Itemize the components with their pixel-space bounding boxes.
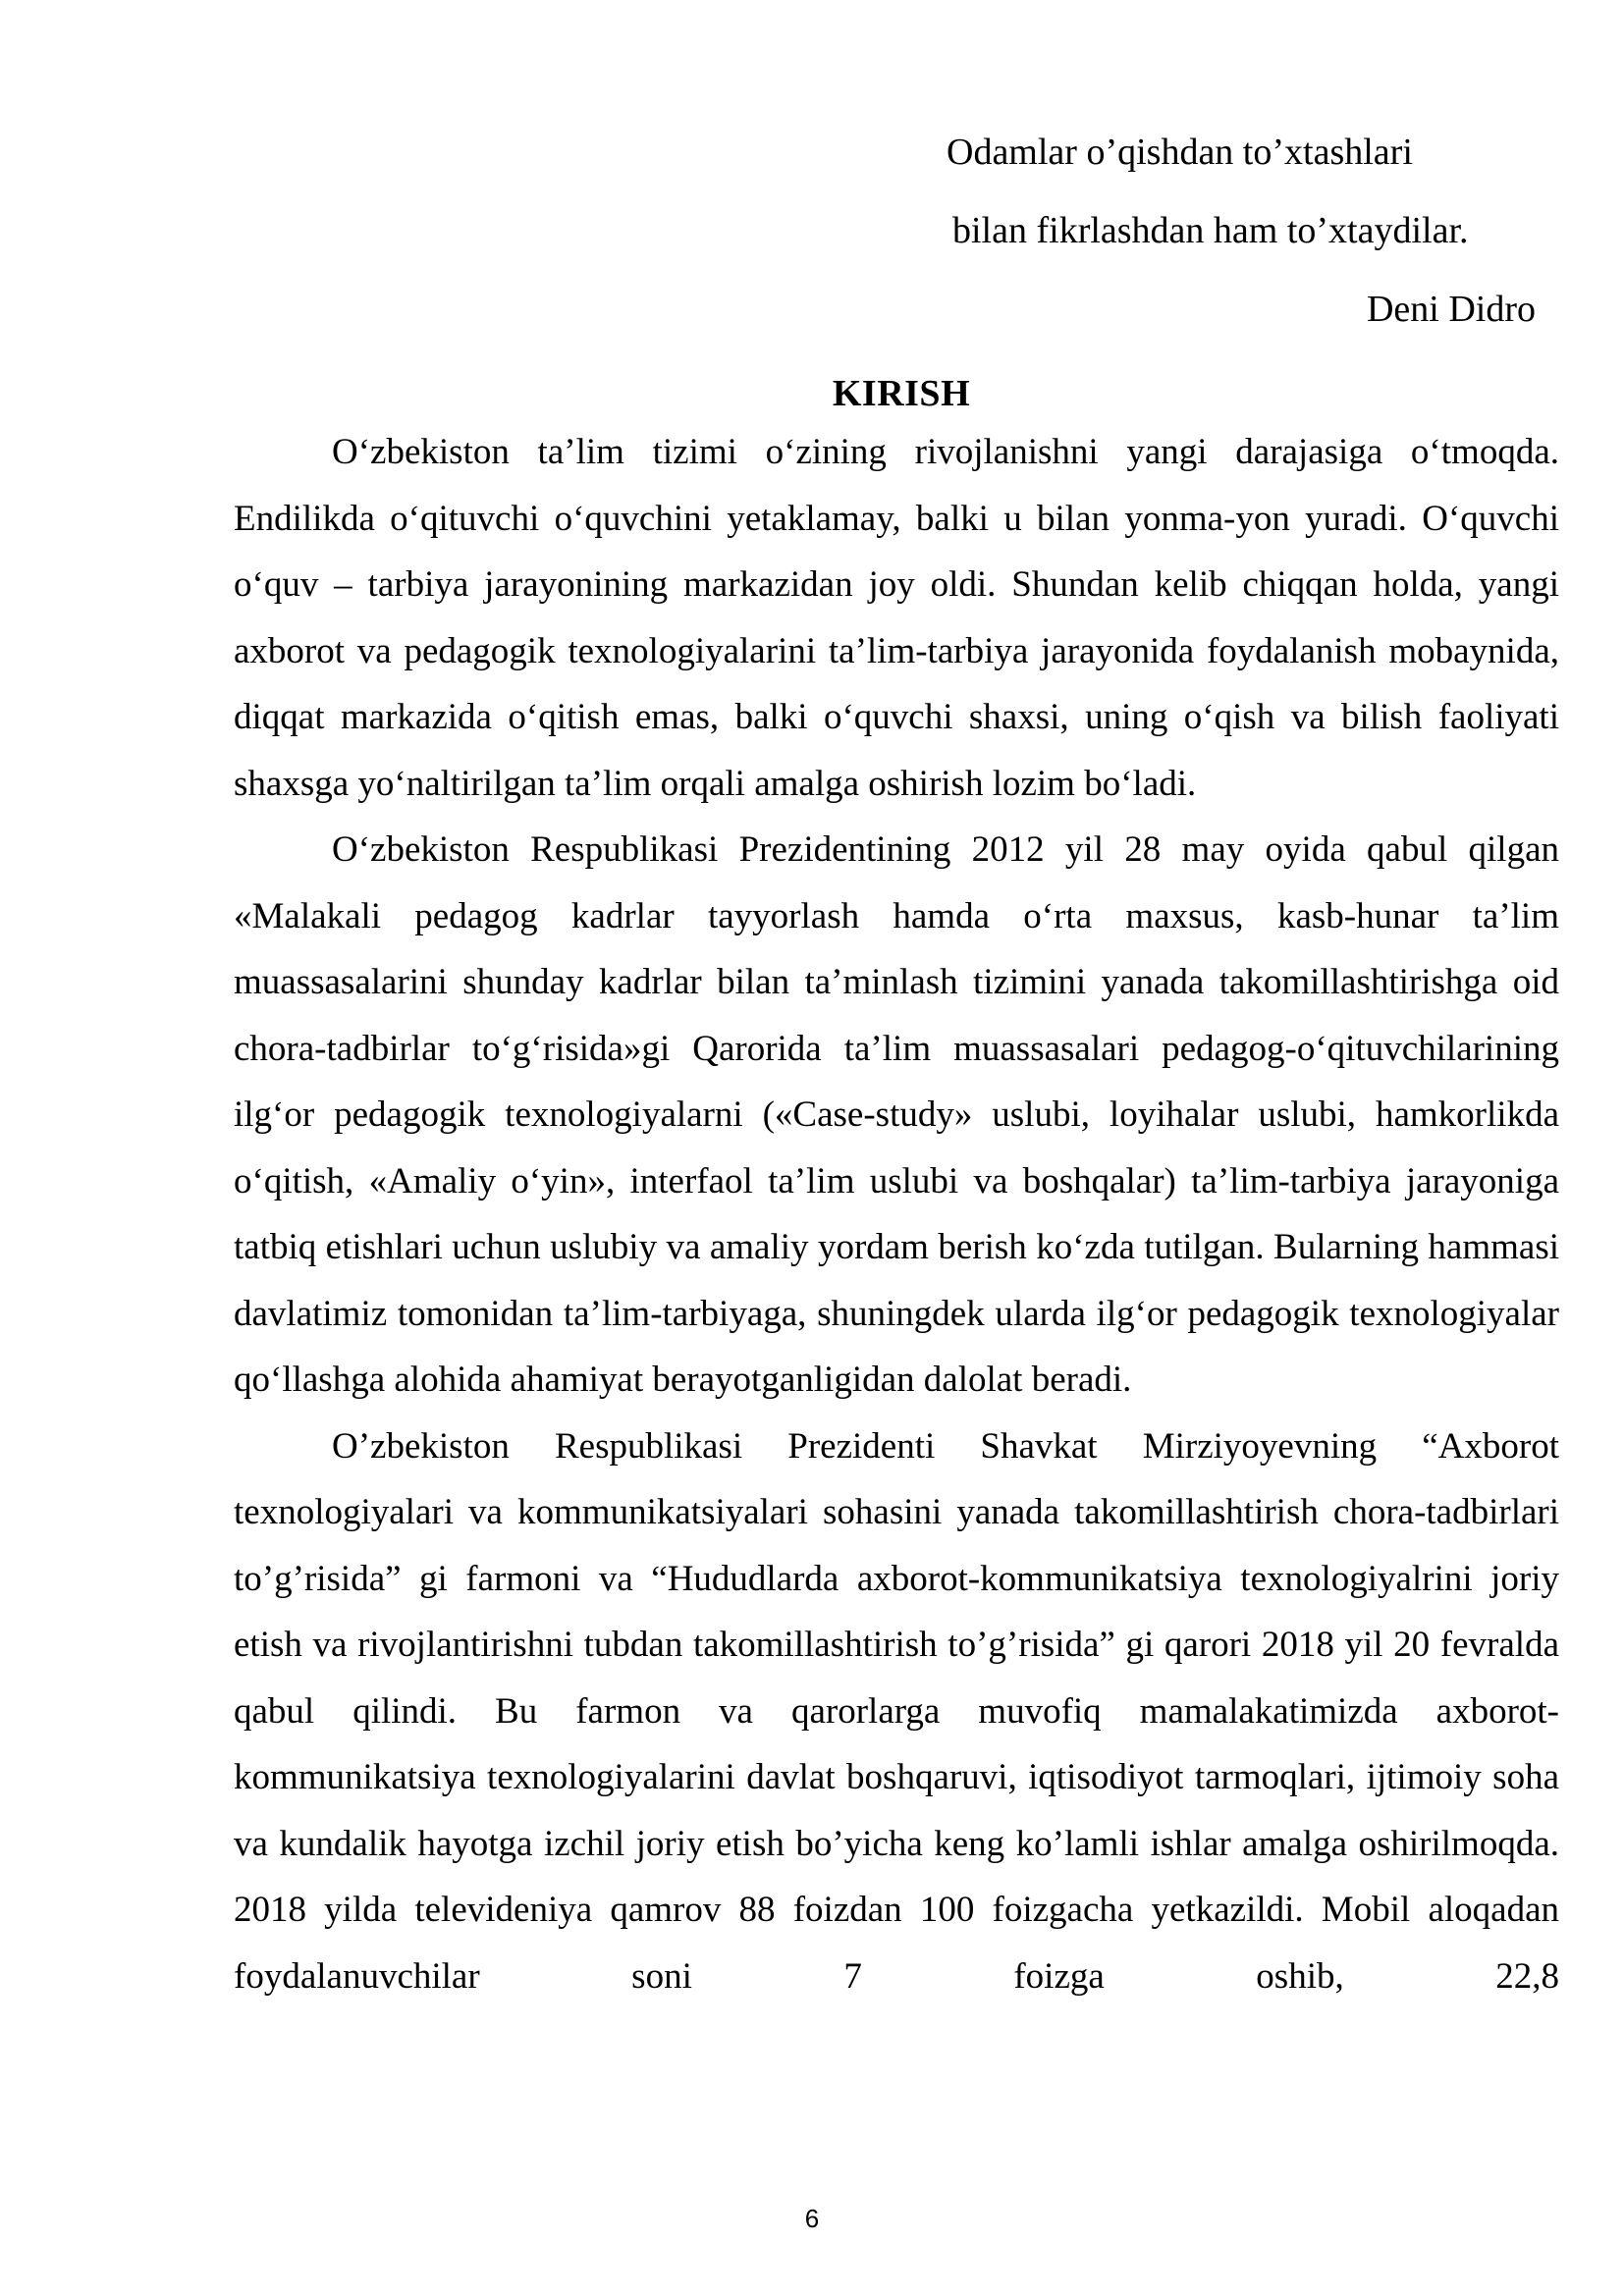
epigraph	[947, 113, 1536, 348]
page-number: 6	[804, 2204, 820, 2233]
paragraph-2: O‘zbekiston Respublikasi Prezidentining 2012 yil 28 may oyida qabul qilgan «Malakali pedagog kadrlar tayyorlash hamda o‘rta maxsus, kasb-hunar ta’lim muassasalarini shunday kadrlar bilan ta’minlash tizimini yanada takomillashtirishga oid chora-tadbirlar to‘g‘risida»gi Qarorida ta’lim muassasalari pedagog-o‘qituvchilarining ilg‘or pedagogik texnologiyalarni («Case-study» uslubi, loyihalar uslubi, hamkorlikda o‘qitish, «Amaliy o‘yin», interfaol ta’lim uslubi va boshqalar) ta’lim-tarbiya jarayoniga tatbiq etishlari uchun uslubiy va amaliy yordam berish ko‘zda tutilgan. Bularning hammasi davlatimiz tomonidan ta’lim-tarbiyaga, shuningdek ularda ilg‘or pedagogik texnologiyalar qo‘llashga alohida ahamiyat berayotganligidan dalolat beradi.	[234, 829, 1559, 1400]
body-text	[234, 419, 1559, 2009]
epigraph-author: Deni Didro	[1366, 289, 1536, 330]
section-heading: KIRISH	[832, 373, 971, 414]
paragraph-3: O’zbekiston Respublikasi Prezidenti Shavkat Mirziyoyevning “Axborot texnologiyalari va kommunikatsiyalari sohasini yanada takomillashtirish chora-tadbirlari to’g’risida” gi farmoni va “Hududlarda axborot-kommunikatsiya texnologiyalrini joriy etish va rivojlantirishni tubdan takomillashtirish to’g’risida” gi qarori 2018 yil 20 fevralda qabul qilindi. Bu farmon va qarorlarga muvofiq mamalakatimizda axborot-kommunikatsiya texnologiyalarini davlat boshqaruvi, iqtisodiyot tarmoqlari, ijtimoiy soha va kundalik hayotga izchil joriy etish bo’yicha keng ko’lamli ishlar amalga oshirilmoqda. 2018 yilda televideniya qamrov 88 foizdan 100 foizgacha yetkazildi. Mobil aloqadan foydalanuvchilar soni 7 foizga oshib, 22,8	[234, 1425, 1559, 1997]
epigraph-line-1: Odamlar o’qishdan to’xtashlari	[947, 132, 1413, 173]
epigraph-line-2: bilan fikrlashdan ham to’xtaydilar.	[952, 210, 1469, 251]
paragraph-1: O‘zbekiston ta’lim tizimi o‘zining rivojlanishni yangi darajasiga o‘tmoqda. Endilikda o‘qituvchi o‘quvchini yetaklamay, balki u bilan yonma-yon yuradi. O‘quvchi o‘quv – tarbiya jarayonining markazidan joy oldi. Shundan kelib chiqqan holda, yangi axborot va pedagogik texnologiyalarini ta’lim-tarbiya jarayonida foydalanish mobaynida, diqqat markazida o‘qitish emas, balki o‘quvchi shaxsi, uning o‘qish va bilish faoliyati shaxsga yo‘naltirilgan ta’lim orqali amalga oshirish lozim bo‘ladi.	[234, 432, 1559, 804]
